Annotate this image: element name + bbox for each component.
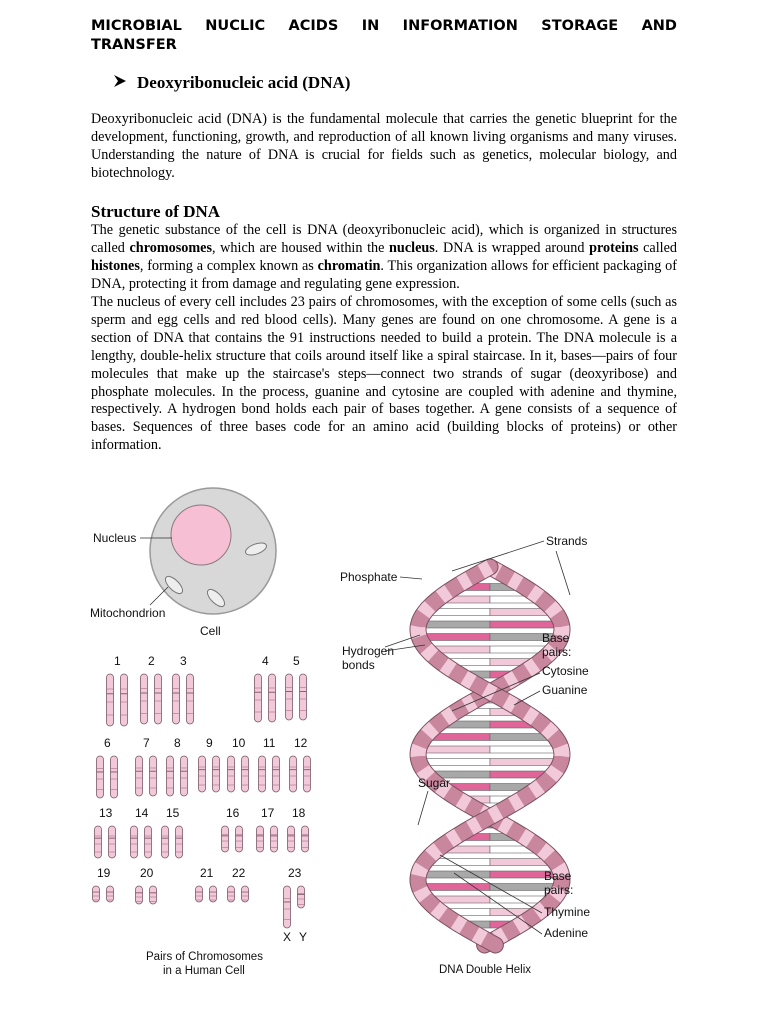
x-chromosome-label: X [283,930,292,944]
intro-paragraph: Deoxyribonucleic acid (DNA) is the fundamental molecule that carries the genetic blueprint for the development, functioning, growth, and reproduction of all known living organisms and many viruses. Understanding the nature of DNA is crucial for fields such as genetics, molecular biology, and biotechnology. [91,111,677,181]
chromosome-number: 3 [180,654,187,668]
leader-line [400,577,422,579]
chromosome [121,674,128,726]
chromosome [302,826,309,852]
chromosome-number: 19 [97,866,111,880]
title-word: MICROBIAL [91,18,182,34]
chromosome-number: 17 [261,806,275,820]
nucleus-label: Nucleus [93,531,137,545]
karyotype-caption-line2: in a Human Cell [163,965,245,977]
chromosome-number: 13 [99,806,113,820]
chromosome [242,756,249,792]
base-pair-half [490,746,561,753]
bold-term-chromatin: chromatin [317,257,381,274]
chromosome [176,826,183,858]
chromosome [136,756,143,796]
structure-paragraph-2: The nucleus of every cell includes 23 pairs of chromosomes, with the exception of some cells (such as sperm and egg cells and red blood cells). Many genes are found on one chromosome. A gene is a section of DNA that contains the 91 instructions needed to build a protein. The DNA molecule is a lengthy, double-helix structure that coils around itself like a spiral staircase. In it, bases—pairs of four molecules that make up the staircase's steps—connect two strands of sugar (deoxyribose) and phosphate molecules. In the process, guanine and cytosine are coupled with adenine and thymine, respectively. A hydrogen bond holds each pair of bases together. A gene consists of a sequence of bases. Sequences of three bases code for an amino acid (building blocks of proteins) or other information. [91,294,677,454]
mitochondrion-leader-line [150,587,168,605]
chromosome-number: 16 [226,806,240,820]
chromosome [150,756,157,796]
title-word: STORAGE [541,18,619,34]
section-heading-text: Deoxyribonucleic acid (DNA) [137,73,351,92]
text-run: The genetic substance of the cell is DNA (deoxyribonucleic acid), which is organized in structures called [91,222,677,256]
chromosome-number: 9 [206,736,213,750]
base-pair-half [419,621,490,628]
chromosome [222,826,229,852]
chromosome-number: 15 [166,806,180,820]
chromosome [187,674,194,724]
title-word: IN [361,18,380,34]
chromosome-number: 6 [104,736,111,750]
chromosome [167,756,174,796]
title-word: INFORMATION [402,18,518,34]
chromosome-number: 22 [232,866,246,880]
sugar-label: Sugar [418,776,451,790]
chromosome-number: 20 [140,866,154,880]
chromosome [236,826,243,852]
chromosome [145,826,152,858]
chromosome [107,674,114,726]
nucleus [171,505,231,565]
chromosome [213,756,220,792]
hydrogen-bonds-label-line1: Hydrogen [342,644,395,658]
chromosome-number: 5 [293,654,300,668]
cell-diagram [90,488,276,638]
base-pairs-label-1a: Base [542,631,570,645]
mitochondrion-label: Mitochondrion [90,606,166,620]
text-run: . This organization allows for efficient packaging of DNA, protecting it from damage and regulating gene expression. [91,257,677,292]
guanine-label: Guanine [542,683,588,697]
chromosome-number: 18 [292,806,306,820]
chromosome [173,674,180,724]
chromosome [199,756,206,792]
title-line-1 [91,17,677,36]
chromosome [286,674,293,720]
structure-paragraph-1 [91,222,677,294]
chromosome-number: 14 [135,806,149,820]
base-pair-half [419,746,490,753]
chromosome [304,756,311,792]
chromosome [97,756,104,798]
leader-line [418,791,428,825]
chromosome-number: 7 [143,736,150,750]
text-run: , which are housed within the [212,239,390,256]
base-pairs-label-2a: Base [544,869,572,883]
base-pair-half [490,621,561,628]
strands-label: Strands [546,534,588,548]
arrow-bullet-icon [113,74,131,93]
chromosome [111,756,118,798]
chromosome-number: 21 [200,866,214,880]
chromosome [242,886,249,902]
chromosome [257,826,264,852]
title-line-2: TRANSFER [91,37,177,53]
leader-line [556,551,570,595]
dna-figure [80,475,640,985]
chromosome-number: 23 [288,866,302,880]
title-word: AND [641,18,677,34]
chromosome [269,674,276,722]
cytosine-label: Cytosine [542,664,589,678]
helix-caption: DNA Double Helix [439,964,532,976]
karyotype-caption-line1: Pairs of Chromosomes [146,951,263,963]
cell-caption: Cell [200,624,221,638]
chromosome [131,826,138,858]
chromosome-number: 12 [294,736,308,750]
chromosome [155,674,162,724]
chromosome-number: 4 [262,654,269,668]
title-word: NUCLIC [205,18,266,34]
section-heading [113,73,350,93]
bold-term-proteins: proteins [589,239,639,256]
chromosome [273,756,280,792]
chromosome [290,756,297,792]
dna-double-helix [418,567,562,945]
hydrogen-bonds-label-line2: bonds [342,658,375,672]
text-run: called [638,239,677,256]
chromosome [288,826,295,852]
chromosome [300,674,307,720]
title-word: ACIDS [288,18,339,34]
adenine-label: Adenine [544,926,589,940]
chromosome [162,826,169,858]
base-pairs-label-2b: pairs: [544,883,574,897]
y-chromosome-label: Y [299,930,308,944]
chromosome [255,674,262,722]
chromosome [181,756,188,796]
text-run: , forming a complex known as [139,257,318,274]
chromosome [141,674,148,724]
chromosome-number: 2 [148,654,155,668]
chromosome [95,826,102,858]
chromosome [284,886,291,928]
chromosome-number: 10 [232,736,246,750]
karyotype [93,654,311,928]
chromosome [228,886,235,902]
chromosome [93,886,100,902]
chromosome [107,886,114,902]
text-run: . DNA is wrapped around [434,239,590,256]
chromosome [210,886,217,902]
chromosome-number: 11 [263,736,276,750]
chromosome [259,756,266,792]
chromosome [271,826,278,852]
structure-heading: Structure of DNA [91,202,221,221]
chromosome-number: 8 [174,736,181,750]
chromosome [228,756,235,792]
chromosome-number: 1 [114,654,121,668]
thymine-label: Thymine [544,905,591,919]
chromosome [109,826,116,858]
bold-term-nucleus: nucleus [389,239,435,256]
bold-term-chromosomes: chromosomes [129,239,212,256]
chromosome [196,886,203,902]
base-pairs-label-1b: pairs: [542,645,572,659]
bold-term-histones: histones [91,257,140,274]
document-title [91,17,677,55]
phosphate-label: Phosphate [340,570,398,584]
